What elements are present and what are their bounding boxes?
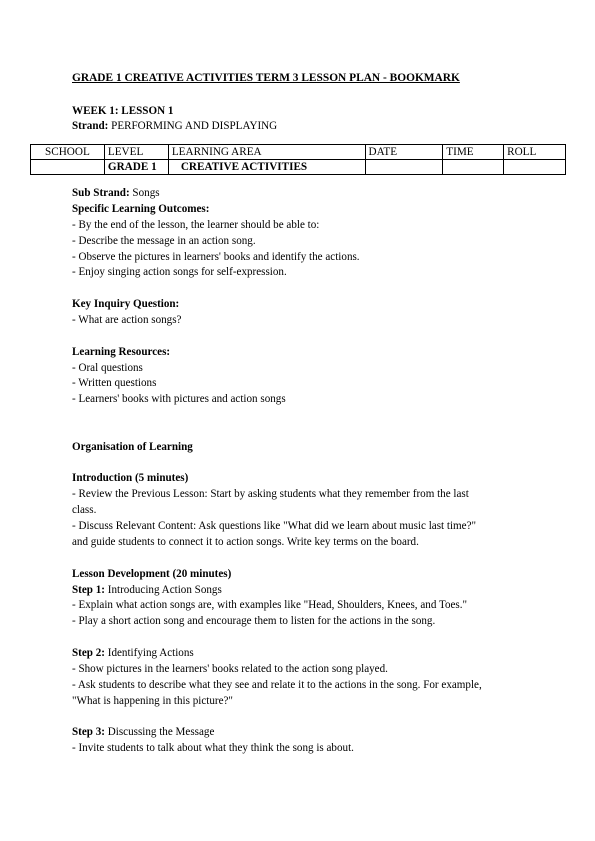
cell-school bbox=[31, 160, 105, 175]
kiq-heading: Key Inquiry Question: bbox=[72, 298, 180, 310]
resource-item: - Written questions bbox=[72, 377, 157, 389]
step1-label: Step 1: bbox=[72, 584, 105, 596]
step1-heading bbox=[72, 583, 222, 597]
sub-strand bbox=[72, 186, 160, 200]
slo-item: - By the end of the lesson, the learner should be able to: bbox=[72, 219, 320, 231]
sub-strand-value: Songs bbox=[129, 187, 160, 199]
step2-label: Step 2: bbox=[72, 647, 105, 659]
kiq-item: - What are action songs? bbox=[72, 314, 182, 326]
strand-value: PERFORMING AND DISPLAYING bbox=[108, 120, 278, 132]
cell-learning-area: CREATIVE ACTIVITIES bbox=[168, 160, 365, 175]
slo-item: - Describe the message in an action song. bbox=[72, 235, 256, 247]
cell-time bbox=[443, 160, 504, 175]
strand-label: Strand: bbox=[72, 120, 109, 132]
cell-level: GRADE 1 bbox=[104, 160, 168, 175]
header-level: LEVEL bbox=[104, 145, 168, 160]
introduction-line: - Review the Previous Lesson: Start by asking students what they remember from the last bbox=[72, 488, 469, 500]
introduction-heading: Introduction (5 minutes) bbox=[72, 472, 189, 484]
step3-label: Step 3: bbox=[72, 726, 105, 738]
step2-heading bbox=[72, 646, 194, 660]
resource-item: - Learners' books with pictures and action songs bbox=[72, 393, 286, 405]
header-learning-area: LEARNING AREA bbox=[168, 145, 365, 160]
step2-line: - Ask students to describe what they see and relate it to the actions in the song. For example, bbox=[72, 679, 482, 691]
header-roll: ROLL bbox=[504, 145, 566, 160]
header-time: TIME bbox=[443, 145, 504, 160]
cell-roll bbox=[504, 160, 566, 175]
step1-title: Introducing Action Songs bbox=[104, 584, 222, 596]
slo-item: - Observe the pictures in learners' books and identify the actions. bbox=[72, 251, 360, 263]
header-date: DATE bbox=[365, 145, 443, 160]
step3-title: Discussing the Message bbox=[104, 726, 215, 738]
step2-line: "What is happening in this picture?" bbox=[72, 695, 233, 707]
sub-strand-label: Sub Strand: bbox=[72, 187, 130, 199]
introduction-line: class. bbox=[72, 504, 97, 516]
step3-line: - Invite students to talk about what they think the song is about. bbox=[72, 742, 354, 754]
table-header-row bbox=[31, 145, 566, 160]
introduction-line: and guide students to connect it to action songs. Write key terms on the board. bbox=[72, 536, 419, 548]
slo-item: - Enjoy singing action songs for self-expression. bbox=[72, 266, 287, 278]
cell-date bbox=[365, 160, 443, 175]
week-lesson: WEEK 1: LESSON 1 bbox=[72, 105, 174, 117]
resource-item: - Oral questions bbox=[72, 362, 143, 374]
table-row bbox=[31, 160, 566, 175]
introduction-line: - Discuss Relevant Content: Ask questions like "What did we learn about music last time?" bbox=[72, 520, 477, 532]
header-school: SCHOOL bbox=[31, 145, 105, 160]
document-title: GRADE 1 CREATIVE ACTIVITIES TERM 3 LESSON PLAN - BOOKMARK bbox=[72, 72, 460, 84]
slo-heading: Specific Learning Outcomes: bbox=[72, 203, 210, 215]
development-heading: Lesson Development (20 minutes) bbox=[72, 568, 232, 580]
organisation-heading: Organisation of Learning bbox=[72, 441, 193, 453]
step1-line: - Play a short action song and encourage them to listen for the actions in the song. bbox=[72, 615, 436, 627]
lesson-info-table bbox=[30, 144, 566, 175]
step3-heading bbox=[72, 725, 214, 739]
resources-heading: Learning Resources: bbox=[72, 346, 171, 358]
step1-line: - Explain what action songs are, with examples like "Head, Shoulders, Knees, and Toes." bbox=[72, 599, 468, 611]
strand bbox=[72, 119, 277, 133]
step2-line: - Show pictures in the learners' books related to the action song played. bbox=[72, 663, 388, 675]
step2-title: Identifying Actions bbox=[104, 647, 194, 659]
